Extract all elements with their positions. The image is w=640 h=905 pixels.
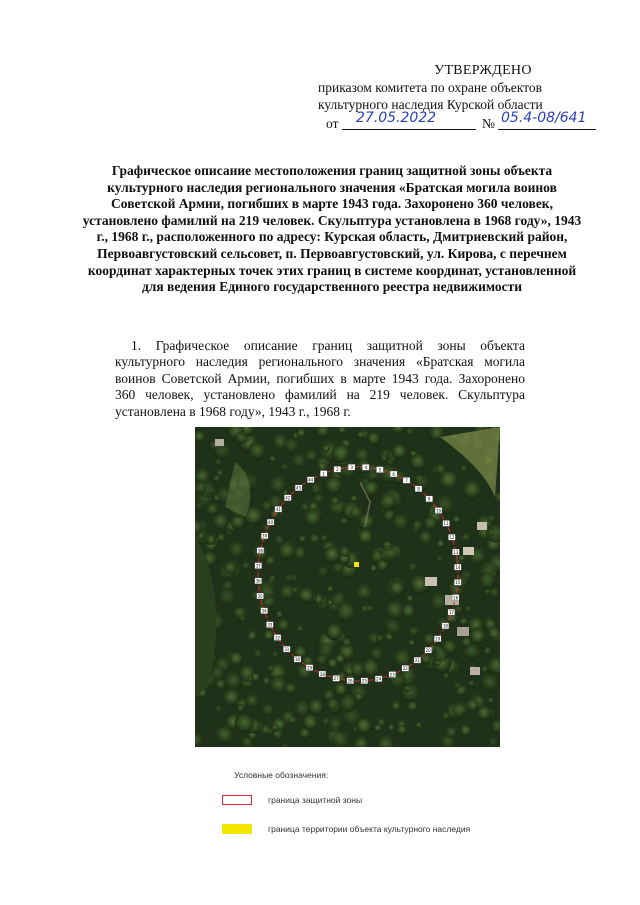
boundary-point	[333, 675, 340, 681]
boundary-point-label: 33	[267, 622, 273, 628]
boundary-point	[448, 534, 455, 540]
boundary-point	[255, 563, 262, 569]
tree-crown	[393, 649, 412, 668]
legend-title: Условные обозначения:	[234, 770, 329, 780]
tree-crown	[290, 574, 298, 582]
tree-crown	[324, 477, 342, 495]
tree-crown	[293, 546, 307, 560]
boundary-point-label: 19	[435, 636, 441, 642]
boundary-point	[442, 623, 449, 629]
boundary-point-label: 11	[443, 521, 449, 527]
tree-crown	[443, 673, 450, 680]
date-underline	[342, 129, 476, 130]
tree-crown	[217, 587, 236, 606]
tree-crown	[409, 627, 419, 637]
tree-crown	[479, 572, 496, 589]
boundary-point-label: 27	[333, 676, 339, 682]
tree-crown	[453, 516, 461, 524]
house-roof	[463, 547, 474, 555]
tree-crown	[418, 530, 433, 545]
tree-crown	[262, 704, 275, 717]
tree-crown	[328, 716, 343, 731]
boundary-point-label: 43	[296, 485, 302, 491]
tree-crown	[442, 712, 450, 720]
tree-crown	[239, 615, 246, 622]
boundary-point-label: 39	[262, 533, 268, 539]
boundary-point	[274, 635, 281, 641]
boundary-point-label: 28	[319, 671, 325, 677]
tree-crown	[228, 541, 245, 558]
tree-crown	[299, 728, 310, 739]
tree-crown	[334, 682, 348, 696]
tree-crown	[477, 706, 492, 721]
tree-crown	[288, 716, 297, 725]
boundary-point	[454, 579, 461, 585]
tree-crown	[248, 442, 266, 460]
boundary-point	[295, 485, 302, 491]
legend-swatch-zone	[222, 795, 252, 805]
tree-crown	[270, 676, 287, 693]
tree-crown	[344, 666, 354, 676]
tree-crown	[323, 546, 340, 563]
boundary-point-label: 37	[255, 563, 261, 569]
boundary-point-label: 4	[364, 465, 368, 471]
boundary-point	[266, 622, 273, 628]
tree-crown	[327, 586, 334, 593]
tree-crown	[356, 718, 372, 734]
tree-crown	[406, 595, 413, 602]
tree-crown	[215, 726, 233, 744]
approval-block	[318, 62, 608, 133]
tree-crown	[412, 520, 423, 531]
tree-crown	[275, 610, 283, 618]
tree-crown	[489, 587, 500, 598]
boundary-point	[261, 608, 268, 614]
boundary-point-label: 1	[322, 471, 325, 477]
boundary-point-label: 9	[427, 496, 431, 502]
boundary-point-label: 20	[425, 648, 431, 653]
tree-crown	[401, 604, 415, 618]
tree-crown	[330, 496, 339, 505]
tree-crown	[408, 562, 418, 572]
tree-crown	[304, 509, 322, 527]
boundary-point-label: 18	[442, 623, 448, 629]
tree-crown	[339, 694, 357, 712]
boundary-point-label: 12	[449, 535, 455, 541]
tree-crown	[367, 432, 380, 445]
section-1-paragraph	[115, 338, 525, 420]
house-roof	[470, 667, 480, 675]
approval-heading: УТВЕРЖДЕНО	[434, 63, 532, 78]
tree-crown	[454, 682, 461, 689]
tree-crown	[261, 500, 272, 511]
boundary-point-label: 3	[350, 465, 353, 470]
document-title: Графическое описание местоположения границ защитной зоны объекта культурного наследия регионального значения «Братская могила воинов Советской Армии, погибших в марте 1943 года. Захоронено 360 человек, установлено фамилий на 219 человек. Скульптура установлена в 1968 году», 1943 г., 1968 г., расположенного по адресу: Курская область, Дмитриевский район, Первоавгустовский сельсовет, п. Первоавгустовский, ул. Кирова, с перечнем координат характерных точек этих границ в системе координат, установленной для ведения Единого государственного реестра недвижимости	[82, 163, 582, 295]
boundary-point	[362, 464, 369, 470]
house-roof	[425, 577, 437, 586]
tree-crown	[217, 534, 225, 542]
legend-item-zone	[222, 795, 422, 807]
boundary-point-label: 8	[417, 486, 420, 492]
tree-crown	[436, 555, 443, 562]
boundary-point	[452, 549, 459, 555]
boundary-point-label: 35	[257, 593, 263, 599]
tree-crown	[397, 725, 407, 735]
tree-crown	[215, 705, 222, 712]
boundary-point-label: 2	[336, 467, 339, 473]
tree-crown	[277, 618, 291, 632]
tree-crown	[263, 630, 274, 641]
tree-crown	[298, 587, 314, 603]
boundary-point-label: 40	[268, 519, 274, 525]
tree-crown	[336, 602, 355, 621]
boundary-point-label: 10	[435, 508, 442, 514]
house-roof	[477, 522, 487, 530]
tree-crown	[370, 565, 377, 572]
boundary-point-label: 30	[294, 657, 301, 662]
boundary-point	[361, 678, 368, 684]
tree-crown	[406, 428, 414, 436]
boundary-point-label: 38	[257, 548, 263, 554]
tree-crown	[488, 698, 494, 704]
tree-crown	[335, 654, 345, 664]
boundary-point-label: 29	[306, 665, 313, 671]
boundary-point	[434, 636, 441, 642]
handwritten-date: 27.05.2022	[356, 110, 437, 126]
boundary-point	[415, 486, 422, 492]
tree-crown	[253, 649, 262, 658]
tree-crown	[462, 481, 481, 500]
approval-line-2: культурного наследия Курской области	[318, 97, 543, 112]
boundary-point	[389, 672, 396, 678]
tree-crown	[213, 475, 220, 482]
boundary-point	[448, 609, 455, 615]
tree-crown	[379, 545, 397, 563]
house-roof	[457, 627, 469, 636]
boundary-point	[283, 646, 290, 652]
tree-crown	[210, 665, 225, 680]
tree-crown	[428, 507, 435, 514]
boundary-point-label: 17	[448, 609, 454, 615]
number-underline	[498, 129, 596, 130]
boundary-point-label: 7	[405, 478, 408, 484]
tree-crown	[463, 643, 480, 660]
handwritten-number: 05.4-08/641	[501, 110, 587, 126]
heritage-object-territory	[354, 562, 359, 567]
number-sign: №	[482, 116, 495, 131]
satellite-map	[195, 427, 500, 747]
tree-crown	[247, 631, 256, 640]
tree-crown	[370, 647, 384, 661]
tree-crown	[488, 515, 496, 523]
tree-crown	[480, 673, 499, 692]
boundary-point	[376, 467, 383, 473]
boundary-point-label: 31	[284, 646, 290, 652]
boundary-point	[284, 495, 291, 501]
tree-crown	[262, 677, 270, 685]
tree-crown	[357, 529, 373, 545]
tree-crown	[294, 701, 310, 717]
tree-crown	[299, 535, 306, 542]
tree-crown	[488, 737, 498, 747]
boundary-point-label: 5	[378, 467, 382, 473]
boundary-point-label: 6	[392, 471, 395, 477]
tree-crown	[320, 534, 328, 542]
tree-crown	[279, 584, 295, 600]
tree-crown	[452, 702, 468, 718]
tree-crown	[237, 704, 245, 712]
approval-date-number-line	[318, 110, 608, 133]
tree-crown	[251, 673, 260, 682]
tree-crown	[388, 724, 395, 731]
boundary-point-label: 26	[347, 678, 353, 684]
tree-crown	[332, 444, 351, 463]
tree-crown	[283, 438, 299, 454]
boundary-point	[390, 471, 397, 477]
boundary-point	[403, 477, 410, 483]
tree-crown	[265, 556, 275, 566]
tree-crown	[269, 455, 276, 462]
tree-crown	[326, 623, 343, 640]
tree-crown	[460, 465, 468, 473]
boundary-point	[255, 578, 262, 584]
tree-crown	[356, 431, 364, 439]
tree-crown	[367, 605, 373, 611]
boundary-point-label: 14	[455, 564, 461, 570]
boundary-point	[334, 466, 341, 472]
tree-crown	[437, 540, 445, 548]
boundary-point-label: 13	[453, 549, 459, 555]
tree-crown	[383, 509, 395, 521]
tree-crown	[416, 722, 422, 728]
tree-crown	[408, 639, 415, 646]
tree-crown	[376, 635, 384, 643]
boundary-point	[257, 548, 264, 554]
boundary-point	[320, 471, 327, 477]
legend-swatch-object	[222, 824, 252, 834]
tree-crown	[342, 637, 352, 647]
tree-crown	[235, 432, 248, 445]
legend-item-object	[222, 824, 482, 836]
tree-crown	[308, 699, 324, 715]
tree-crown	[356, 584, 373, 601]
legend-label-zone: граница защитной зоны	[268, 795, 363, 805]
boundary-point-label: 15	[455, 580, 461, 586]
tree-crown	[235, 714, 254, 733]
boundary-point	[414, 657, 421, 663]
boundary-point	[435, 508, 442, 514]
boundary-point-label: 21	[414, 657, 420, 663]
boundary-point-label: 41	[275, 507, 281, 513]
boundary-point	[306, 665, 313, 671]
boundary-point	[307, 477, 314, 483]
legend-label-object: граница территории объекта культурного наследия	[268, 824, 471, 834]
boundary-point-label: 32	[274, 635, 281, 641]
tree-crown	[468, 680, 475, 687]
tree-crown	[439, 470, 458, 489]
tree-crown	[420, 653, 431, 664]
boundary-point	[425, 647, 432, 653]
tree-crown	[460, 618, 468, 626]
boundary-point	[257, 593, 264, 599]
tree-crown	[433, 646, 448, 661]
tree-crown	[392, 444, 407, 459]
tree-crown	[461, 533, 470, 542]
boundary-point	[267, 519, 274, 525]
boundary-point	[443, 520, 450, 526]
tree-crown	[380, 455, 387, 462]
tree-crown	[317, 566, 328, 577]
tree-crown	[458, 554, 466, 562]
boundary-point-label: 16	[453, 595, 459, 601]
tree-crown	[271, 724, 279, 732]
tree-crown	[291, 453, 307, 469]
tree-crown	[317, 462, 327, 472]
tree-crown	[374, 724, 382, 732]
boundary-point-label: 42	[285, 495, 291, 501]
tree-crown	[297, 625, 304, 632]
tree-crown	[410, 450, 417, 457]
tree-crown	[460, 725, 471, 736]
tree-crown	[350, 506, 363, 519]
tree-crown	[469, 628, 486, 645]
tree-crown	[487, 627, 500, 640]
tree-crown	[483, 647, 492, 656]
approval-line-1: приказом комитета по охране объектов	[318, 80, 542, 95]
tree-crown	[326, 697, 338, 709]
boundary-point-label: 44	[308, 477, 314, 483]
tree-crown	[281, 463, 289, 471]
boundary-point	[347, 678, 354, 684]
tree-crown	[384, 618, 402, 636]
tree-crown	[224, 561, 237, 574]
tree-crown	[423, 633, 436, 646]
boundary-point-label: 22	[402, 666, 408, 672]
tree-crown	[212, 513, 229, 530]
tree-crown	[391, 702, 400, 711]
boundary-point	[402, 665, 409, 671]
tree-crown	[310, 483, 322, 495]
boundary-point	[294, 656, 301, 662]
boundary-point	[454, 564, 461, 570]
tree-crown	[267, 665, 274, 672]
boundary-point-label: 25	[361, 678, 367, 684]
tree-crown	[296, 428, 306, 438]
house-roof	[215, 439, 224, 446]
boundary-point	[319, 671, 326, 677]
tree-crown	[339, 546, 350, 557]
tree-crown	[446, 726, 458, 738]
tree-crown	[488, 529, 495, 536]
boundary-point-label: 34	[261, 608, 267, 614]
boundary-point	[348, 464, 355, 470]
tree-crown	[390, 581, 405, 596]
tree-crown	[341, 518, 348, 525]
tree-crown	[333, 563, 344, 574]
boundary-point-label: 24	[376, 676, 382, 682]
tree-crown	[316, 654, 328, 666]
tree-crown	[269, 476, 287, 494]
boundary-point	[452, 595, 459, 601]
tree-crown	[322, 445, 329, 452]
boundary-point-label: 23	[389, 672, 395, 678]
tree-crown	[350, 495, 357, 502]
tree-crown	[309, 533, 319, 543]
tree-crown	[379, 493, 396, 510]
tree-crown	[407, 701, 418, 712]
tree-crown	[241, 561, 250, 570]
tree-crown	[464, 605, 471, 612]
tree-crown	[272, 651, 279, 658]
boundary-point	[275, 506, 282, 512]
from-prefix: от	[326, 116, 339, 131]
boundary-point	[375, 676, 382, 682]
tree-crown	[423, 516, 437, 530]
boundary-point	[426, 496, 433, 502]
section-1-text: 1. Графическое описание границ защитной зоны объекта культурного наследия регионального значения «Братская могила воинов Советской Армии, погибших в марте 1943 года. Захоронено 360 человек, установлено фамилий на 219 человек. Скульптура установлена в 1968 году», 1943 г., 1968 г.	[115, 338, 525, 419]
map-canvas	[195, 427, 500, 747]
boundary-point-label: 36	[255, 578, 261, 584]
boundary-point	[261, 533, 268, 539]
